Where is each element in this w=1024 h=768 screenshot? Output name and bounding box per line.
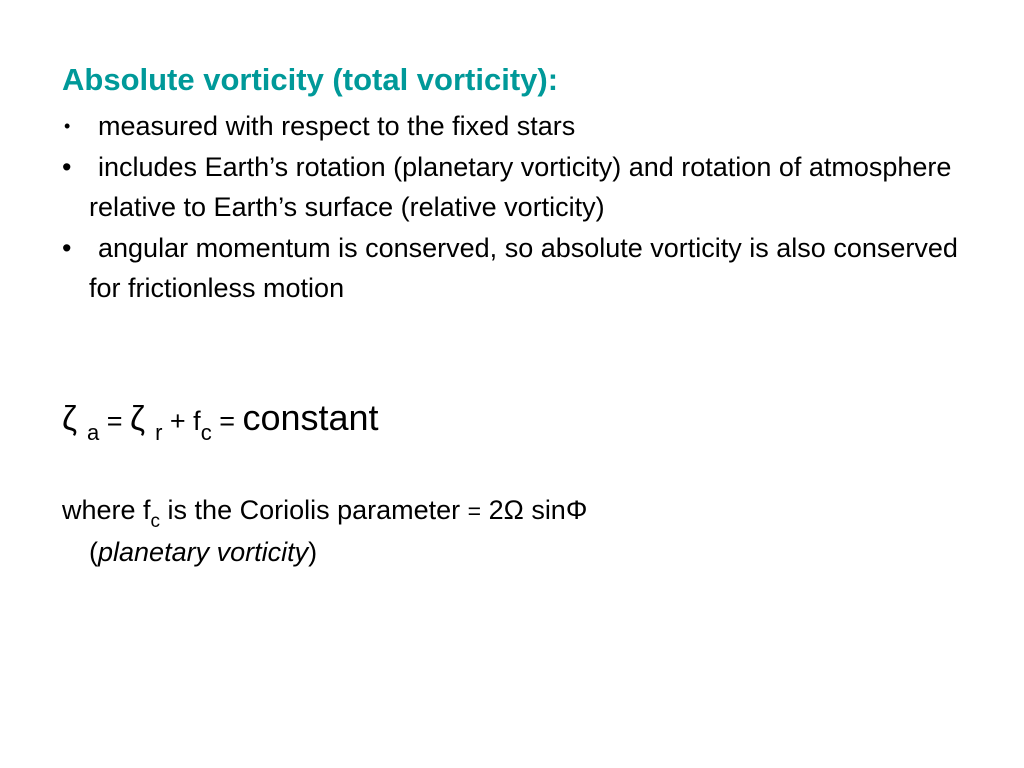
zeta-symbol-relative: ζ	[130, 400, 146, 438]
paren-close: )	[308, 537, 318, 567]
bullet-text: angular momentum is conserved, so absolute vorticity is also conserved for frictionless motion	[89, 232, 958, 303]
where-middle: is the Coriolis parameter	[160, 495, 468, 525]
subscript-c: c	[200, 420, 212, 445]
bullet-dot: •	[62, 232, 72, 263]
subscript-r: r	[155, 420, 163, 445]
bullet-item	[62, 228, 982, 309]
constant-text: constant	[242, 397, 379, 438]
slide-title: Absolute vorticity (total vorticity):	[62, 62, 559, 97]
where-line	[62, 490, 587, 534]
where-prefix: where f	[62, 495, 151, 525]
planetary-vorticity-note	[89, 532, 317, 572]
bullet-text: measured with respect to the fixed stars	[98, 111, 576, 141]
planetary-vorticity-text: planetary vorticity	[98, 537, 309, 567]
coriolis-formula: 2Ω sinΦ	[481, 495, 588, 525]
equals-sign: =	[99, 406, 131, 436]
bullet-dot: •	[64, 116, 71, 136]
f-symbol: f	[193, 406, 201, 436]
bullet-list	[62, 106, 982, 309]
where-equals: =	[467, 498, 482, 524]
plus-sign: +	[162, 406, 194, 436]
zeta-symbol: ζ	[62, 400, 77, 438]
bullet-text: includes Earth’s rotation (planetary vorticity) and rotation of atmosphere relative to Earth’s surface (relative vorticity)	[89, 151, 952, 222]
bullet-item	[62, 106, 982, 147]
equals-sign-2: =	[211, 406, 243, 436]
subscript-a: a	[87, 420, 100, 445]
bullet-item	[62, 147, 982, 228]
vorticity-equation	[62, 396, 379, 445]
paren-open: (	[89, 537, 98, 567]
bullet-dot: •	[62, 151, 72, 182]
where-subscript-c: c	[150, 511, 161, 532]
